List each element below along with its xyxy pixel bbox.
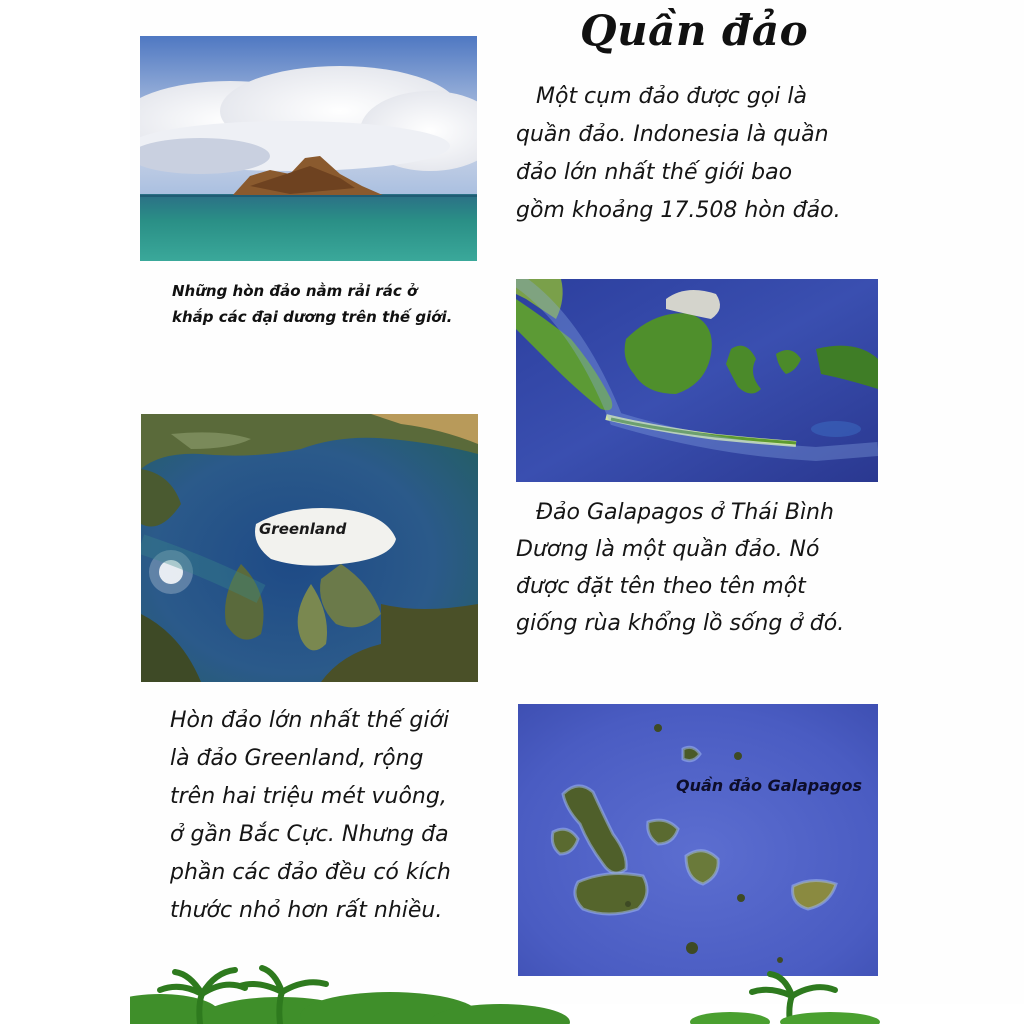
page-title: Quần đảo bbox=[580, 6, 809, 55]
intro-line: quần đảo. Indonesia là quần bbox=[516, 122, 829, 147]
greenland-line: Hòn đảo lớn nhất thế giới bbox=[170, 708, 450, 733]
galapagos-line: giống rùa khổng lồ sống ở đó. bbox=[516, 611, 845, 636]
caption-line: khắp các đại dương trên thế giới. bbox=[172, 308, 453, 326]
greenland-paragraph bbox=[170, 702, 490, 930]
galapagos-line: được đặt tên theo tên một bbox=[516, 574, 806, 599]
intro-paragraph bbox=[516, 78, 846, 230]
faint-running-header bbox=[180, 4, 430, 24]
intro-line: Một cụm đảo được gọi là bbox=[536, 84, 808, 109]
galapagos-paragraph bbox=[516, 494, 846, 642]
greenland-satellite-image bbox=[141, 414, 478, 682]
indonesia-satellite-map bbox=[516, 279, 878, 482]
greenland-line: phần các đảo đều có kích bbox=[170, 860, 451, 885]
greenland-line: là đảo Greenland, rộng bbox=[170, 746, 424, 771]
greenland-line: thước nhỏ hơn rất nhiều. bbox=[170, 898, 443, 923]
galapagos-line: Dương là một quần đảo. Nó bbox=[516, 537, 820, 562]
caption-line: Những hòn đảo nằm rải rác ở bbox=[172, 282, 418, 300]
intro-line: gồm khoảng 17.508 hòn đảo. bbox=[516, 198, 841, 223]
galapagos-map-label: Quần đảo Galapagos bbox=[676, 776, 862, 795]
greenland-line: trên hai triệu mét vuông, bbox=[170, 784, 447, 809]
galapagos-satellite-map bbox=[518, 704, 878, 976]
page-margin bbox=[0, 0, 130, 1024]
greenland-line: ở gần Bắc Cực. Nhưng đa bbox=[170, 822, 449, 847]
island-ocean-photo bbox=[140, 36, 477, 261]
intro-line: đảo lớn nhất thế giới bao bbox=[516, 160, 793, 185]
galapagos-line: Đảo Galapagos ở Thái Bình bbox=[536, 500, 834, 525]
palm-tree-border bbox=[130, 964, 1024, 1024]
islands-caption bbox=[172, 278, 482, 330]
greenland-map-label: Greenland bbox=[259, 520, 347, 538]
